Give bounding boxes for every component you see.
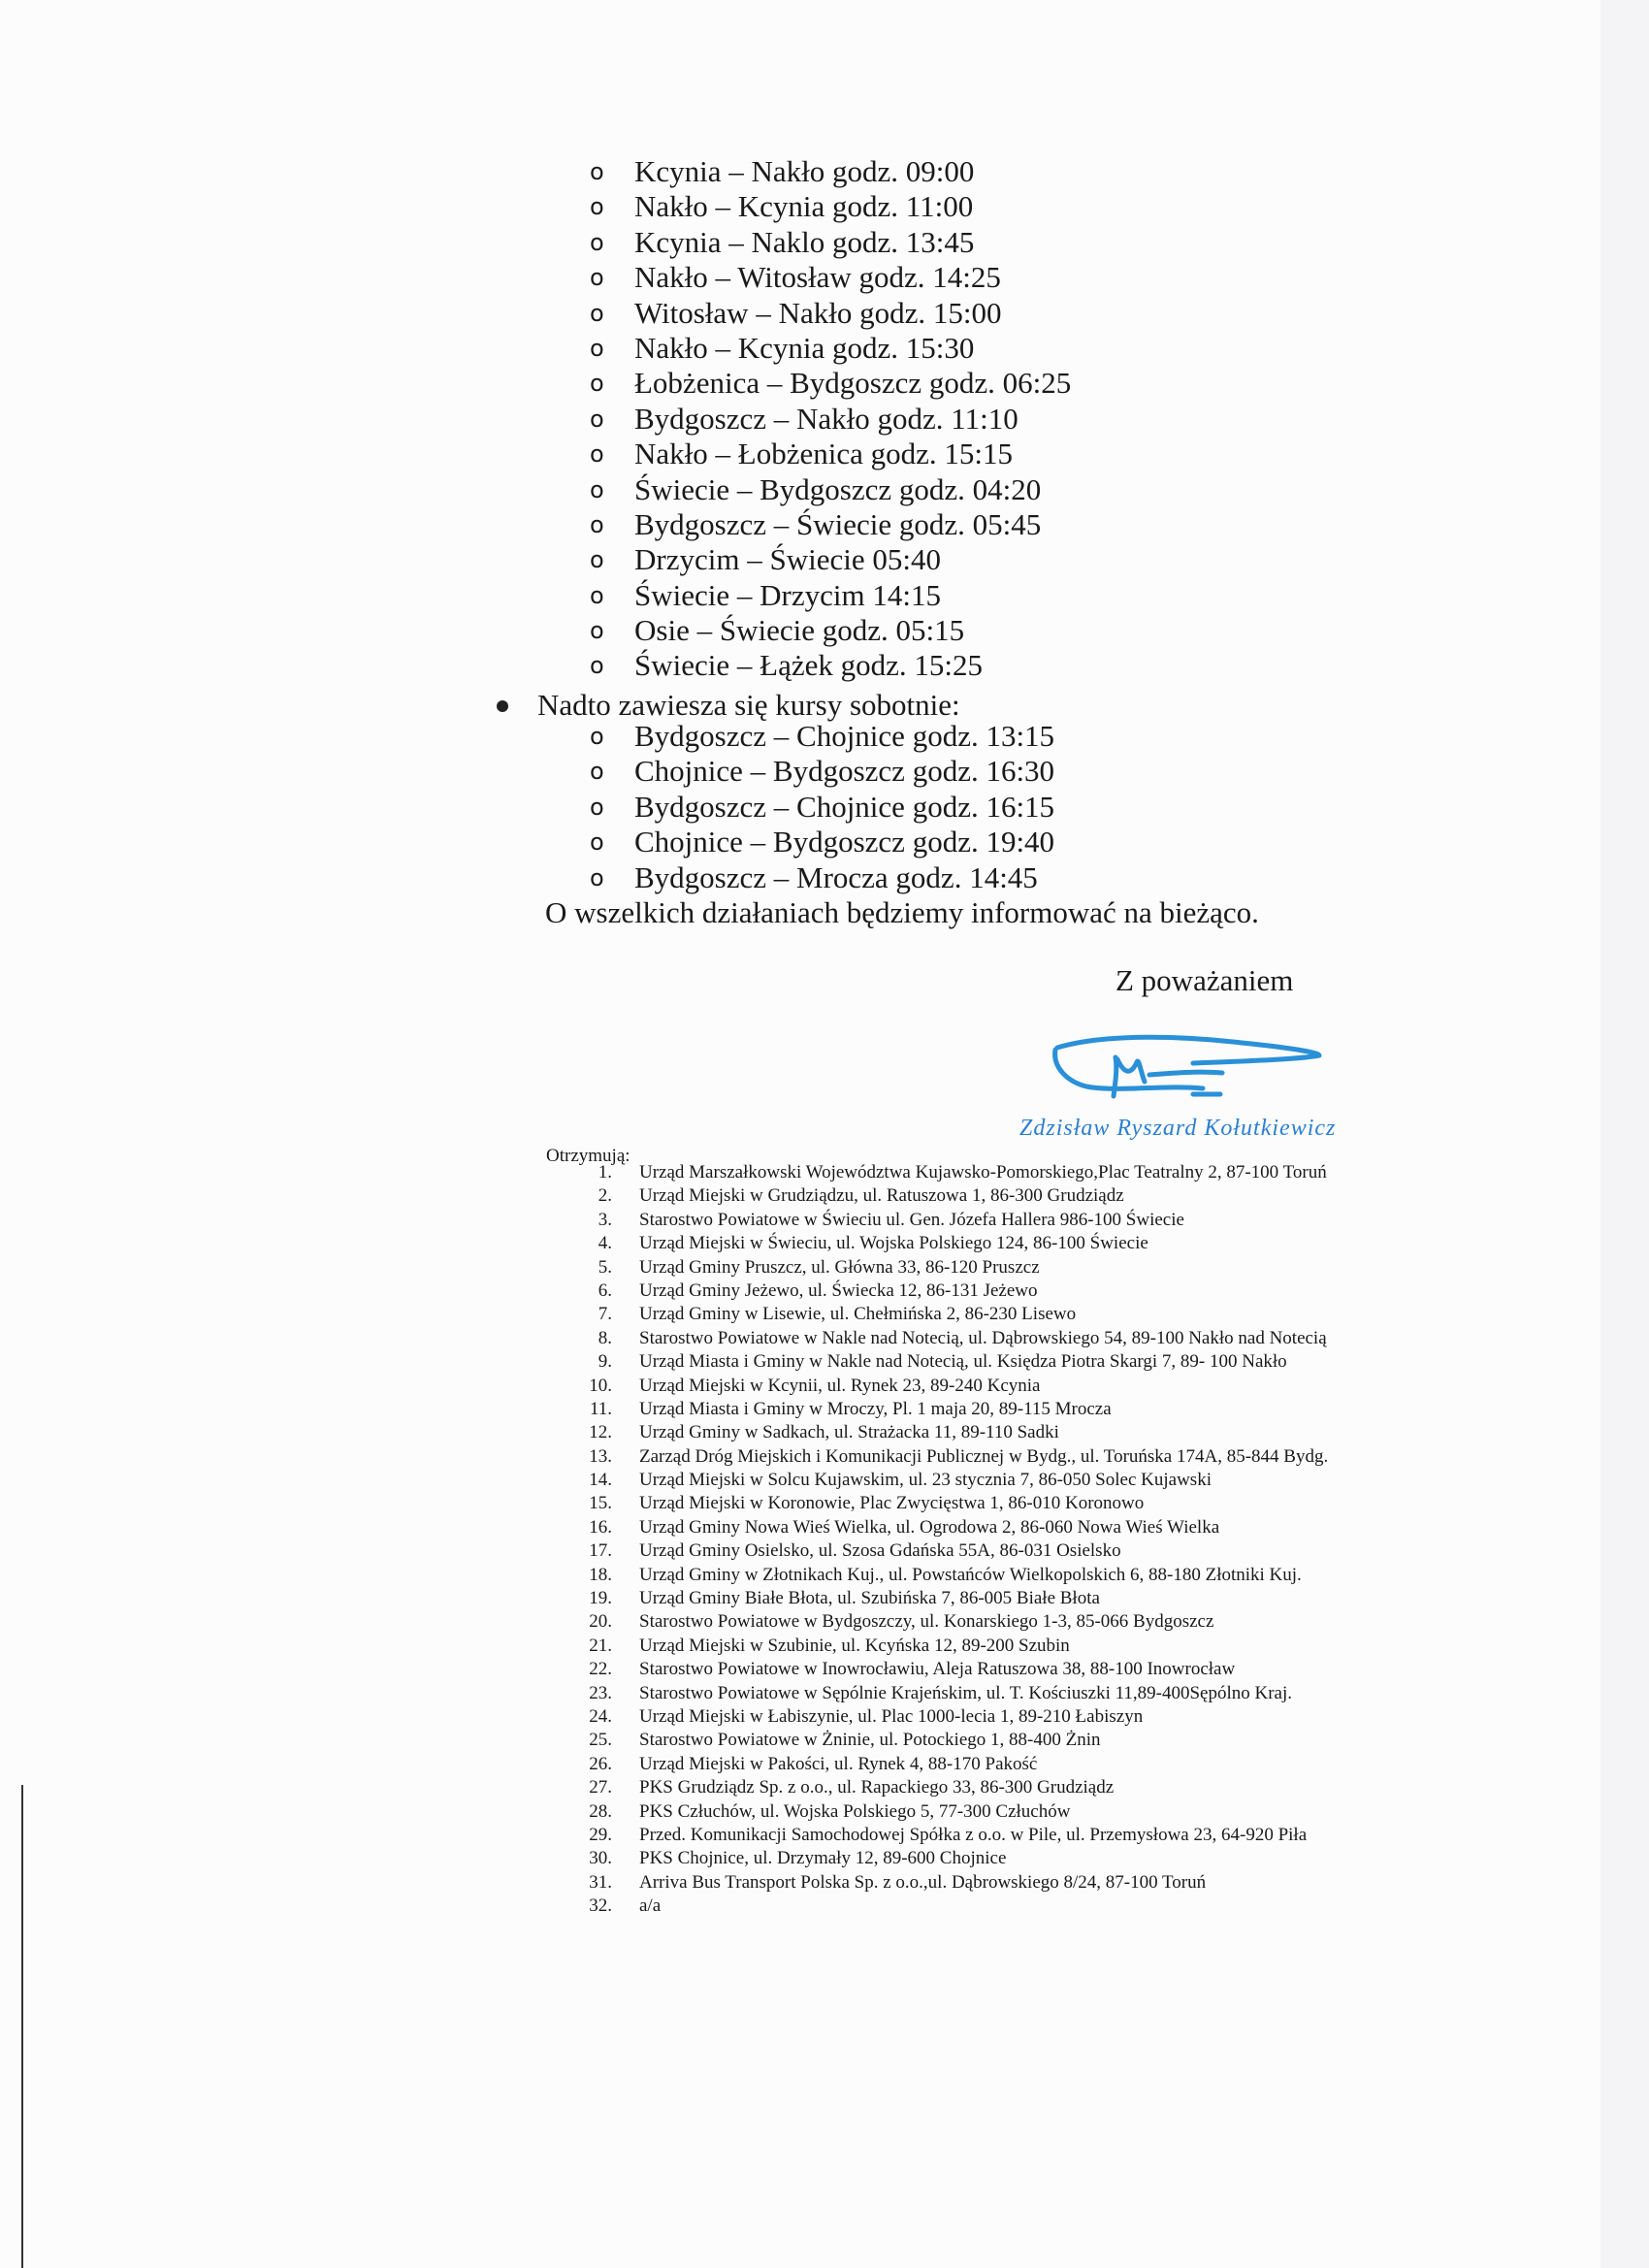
recipient-item <box>546 1303 1328 1326</box>
recipient-number: 31. <box>589 1871 612 1893</box>
scan-edge <box>1600 0 1649 2268</box>
list-item <box>586 648 1071 683</box>
route-text: Kcynia – Nakło godz. 09:00 <box>634 154 975 188</box>
recipient-text: Urząd Gminy w Lisewie, ul. Chełmińska 2, 86-230 Lisewo <box>639 1304 1077 1325</box>
route-text: Świecie – Bydgoszcz godz. 04:20 <box>634 471 1042 506</box>
list-item <box>586 578 1071 613</box>
list-item <box>586 860 1054 895</box>
list-item <box>586 154 1071 189</box>
recipient-text: PKS Chojnice, ul. Drzymały 12, 89-600 Chojnice <box>639 1848 1007 1869</box>
circle-bullet-icon: o <box>590 546 604 574</box>
recipient-number: 5. <box>598 1256 612 1278</box>
recipient-number: 4. <box>598 1233 612 1254</box>
list-item <box>586 790 1054 825</box>
recipient-item <box>546 1895 1328 1918</box>
recipient-number: 20. <box>589 1611 612 1633</box>
circle-bullet-icon: o <box>590 793 604 821</box>
route-text: Świecie – Drzycim 14:15 <box>634 577 941 612</box>
recipient-number: 6. <box>598 1280 612 1301</box>
list-item <box>586 189 1071 224</box>
recipient-item <box>546 1256 1328 1280</box>
recipient-text: PKS Człuchów, ul. Wojska Polskiego 5, 77-300 Człuchów <box>639 1800 1071 1822</box>
recipient-text: Starostwo Powiatowe w Bydgoszczy, ul. Konarskiego 1-3, 85-066 Bydgoszcz <box>639 1611 1214 1633</box>
route-list-saturday <box>586 719 1054 895</box>
recipient-number: 9. <box>598 1351 612 1373</box>
recipient-number: 10. <box>589 1375 612 1396</box>
list-item <box>586 366 1071 401</box>
recipient-number: 15. <box>589 1493 612 1514</box>
recipient-number: 21. <box>589 1635 612 1656</box>
recipient-item <box>546 1209 1328 1232</box>
recipient-number: 27. <box>589 1777 612 1798</box>
circle-bullet-icon: o <box>590 405 604 433</box>
recipient-text: Urząd Miejski w Świeciu, ul. Wojska Polskiego 124, 86-100 Świecie <box>639 1233 1148 1254</box>
recipient-number: 26. <box>589 1753 612 1774</box>
recipient-item <box>546 1232 1328 1255</box>
route-text: Świecie – Łążek godz. 15:25 <box>634 648 983 683</box>
circle-bullet-icon: o <box>590 370 604 398</box>
recipient-item <box>546 1327 1328 1350</box>
recipients-label: Otrzymują: <box>546 1146 630 1166</box>
recipient-item <box>546 1871 1328 1895</box>
recipient-number: 2. <box>598 1185 612 1207</box>
list-item <box>586 260 1071 295</box>
recipient-number: 29. <box>589 1824 612 1845</box>
recipient-text: Starostwo Powiatowe w Inowrocławiu, Aleja Ratuszowa 38, 88-100 Inowrocław <box>639 1659 1236 1680</box>
recipient-number: 28. <box>589 1800 612 1822</box>
list-item <box>586 754 1054 789</box>
recipient-item <box>546 1421 1328 1444</box>
list-item <box>586 402 1071 437</box>
recipient-number: 14. <box>589 1470 612 1491</box>
recipient-text: Urząd Miejski w Szubinie, ul. Kcyńska 12, 89-200 Szubin <box>639 1635 1070 1656</box>
circle-bullet-icon: o <box>590 193 604 221</box>
recipient-text: Urząd Gminy w Złotnikach Kuj., ul. Powstańców Wielkopolskich 6, 88-180 Złotniki Kuj. <box>639 1564 1302 1585</box>
recipient-item <box>546 1610 1328 1634</box>
recipient-item <box>546 1375 1328 1398</box>
list-item <box>586 472 1071 507</box>
recipient-item <box>546 1539 1328 1563</box>
recipient-text: Urząd Gminy Jeżewo, ul. Świecka 12, 86-131 Jeżewo <box>639 1280 1038 1301</box>
recipient-number: 1. <box>598 1162 612 1183</box>
circle-bullet-icon: o <box>590 475 604 503</box>
recipient-item <box>546 1445 1328 1469</box>
recipient-text: Urząd Gminy Pruszcz, ul. Główna 33, 86-120 Pruszcz <box>639 1256 1040 1278</box>
recipients-list <box>546 1161 1328 1919</box>
recipient-text: Zarząd Dróg Miejskich i Komunikacji Publicznej w Bydg., ul. Toruńska 174A, 85-844 Bydg. <box>639 1445 1329 1467</box>
recipient-item <box>546 1492 1328 1515</box>
recipient-number: 3. <box>598 1209 612 1230</box>
route-text: Bydgoszcz – Nakło godz. 11:10 <box>634 401 1018 436</box>
route-text: Nakło – Łobżenica godz. 15:15 <box>634 437 1013 471</box>
route-text: Bydgoszcz – Chojnice godz. 16:15 <box>634 789 1055 824</box>
recipient-number: 25. <box>589 1730 612 1751</box>
recipient-number: 17. <box>589 1540 612 1562</box>
bullet-icon <box>497 700 508 712</box>
regards: Z poważaniem <box>1116 963 1294 997</box>
route-text: Bydgoszcz – Mrocza godz. 14:45 <box>634 859 1038 894</box>
circle-bullet-icon: o <box>590 228 604 256</box>
route-text: Kcynia – Naklo godz. 13:45 <box>634 224 975 259</box>
recipient-text: Urząd Marszałkowski Województwa Kujawsko-Pomorskiego,Plac Teatralny 2, 87-100 Toruń <box>639 1162 1327 1183</box>
route-text: Drzycim – Świecie 05:40 <box>634 542 941 577</box>
closing-sentence: O wszelkich działaniach będziemy informować na bieżąco. <box>545 895 1259 929</box>
route-text: Bydgoszcz – Chojnice godz. 13:15 <box>634 719 1055 753</box>
circle-bullet-icon: o <box>590 863 604 891</box>
recipient-number: 32. <box>589 1895 612 1917</box>
recipient-item <box>546 1635 1328 1658</box>
recipient-text: Urząd Miejski w Kcynii, ul. Rynek 23, 89-240 Kcynia <box>639 1375 1041 1396</box>
recipient-item <box>546 1398 1328 1421</box>
route-text: Nakło – Witosław godz. 14:25 <box>634 260 1001 295</box>
route-text: Nakło – Kcynia godz. 11:00 <box>634 189 974 224</box>
circle-bullet-icon: o <box>590 158 604 185</box>
recipient-text: Urząd Miejski w Pakości, ul. Rynek 4, 88-170 Pakość <box>639 1753 1038 1774</box>
recipient-text: Urząd Miejski w Łabiszynie, ul. Plac 1000-lecia 1, 89-210 Łabiszyn <box>639 1705 1144 1727</box>
recipient-text: a/a <box>639 1895 662 1917</box>
recipient-item <box>546 1847 1328 1870</box>
recipient-text: Urząd Miejski w Solcu Kujawskim, ul. 23 stycznia 7, 86-050 Solec Kujawski <box>639 1470 1212 1491</box>
recipient-text: Urząd Miasta i Gminy w Mroczy, Pl. 1 maja 20, 89-115 Mrocza <box>639 1398 1112 1419</box>
route-text: Nakło – Kcynia godz. 15:30 <box>634 330 975 365</box>
recipient-text: Urząd Gminy w Sadkach, ul. Strażacka 11, 89-110 Sadki <box>639 1422 1059 1443</box>
list-item <box>586 437 1071 471</box>
recipient-number: 7. <box>598 1304 612 1325</box>
recipient-item <box>546 1776 1328 1799</box>
recipient-number: 22. <box>589 1659 612 1680</box>
route-text: Chojnice – Bydgoszcz godz. 16:30 <box>634 754 1055 789</box>
recipient-text: Urząd Gminy Osielsko, ul. Szosa Gdańska 55A, 86-031 Osielsko <box>639 1540 1121 1562</box>
recipient-text: Urząd Miejski w Koronowie, Plac Zwycięstwa 1, 86-010 Koronowo <box>639 1493 1145 1514</box>
route-text: Bydgoszcz – Świecie godz. 05:45 <box>634 506 1042 541</box>
recipient-number: 30. <box>589 1848 612 1869</box>
route-text: Osie – Świecie godz. 05:15 <box>634 613 965 648</box>
circle-bullet-icon: o <box>590 264 604 292</box>
circle-bullet-icon: o <box>590 334 604 362</box>
list-item <box>586 225 1071 260</box>
recipient-text: Arriva Bus Transport Polska Sp. z o.o.,ul. Dąbrowskiego 8/24, 87-100 Toruń <box>639 1871 1207 1893</box>
recipient-item <box>546 1682 1328 1705</box>
circle-bullet-icon: o <box>590 440 604 469</box>
recipient-text: Urząd Miejski w Grudziądzu, ul. Ratuszowa 1, 86-300 Grudziądz <box>639 1185 1124 1207</box>
list-item <box>586 296 1071 331</box>
recipient-number: 19. <box>589 1588 612 1609</box>
list-item <box>586 331 1071 366</box>
circle-bullet-icon: o <box>590 299 604 327</box>
route-text: Witosław – Nakło godz. 15:00 <box>634 295 1002 330</box>
signatory-name: Zdzisław Ryszard Kołutkiewicz <box>1019 1116 1337 1141</box>
circle-bullet-icon: o <box>590 723 604 750</box>
circle-bullet-icon: o <box>590 510 604 538</box>
recipient-text: Przed. Komunikacji Samochodowej Spółka z o.o. w Pile, ul. Przemysłowa 23, 64-920 Piła <box>639 1824 1308 1845</box>
circle-bullet-icon: o <box>590 758 604 786</box>
recipient-item <box>546 1824 1328 1847</box>
route-text: Chojnice – Bydgoszcz godz. 19:40 <box>634 825 1055 859</box>
recipient-item <box>546 1350 1328 1374</box>
circle-bullet-icon: o <box>590 617 604 645</box>
recipient-number: 11. <box>589 1398 612 1419</box>
list-item <box>586 825 1054 859</box>
list-item <box>586 507 1071 542</box>
recipient-number: 18. <box>589 1564 612 1585</box>
circle-bullet-icon: o <box>590 581 604 609</box>
recipient-number: 23. <box>589 1682 612 1703</box>
route-text: Łobżenica – Bydgoszcz godz. 06:25 <box>634 366 1072 401</box>
recipient-number: 16. <box>589 1516 612 1538</box>
saturday-heading: Nadto zawiesza się kursy sobotnie: <box>497 688 960 723</box>
recipient-text: Starostwo Powiatowe w Nakle nad Notecią, ul. Dąbrowskiego 54, 89-100 Nakło nad Notecią <box>639 1327 1327 1348</box>
recipient-text: Urząd Miasta i Gminy w Nakle nad Notecią, ul. Księdza Piotra Skargi 7, 89- 100 Nakło <box>639 1351 1287 1373</box>
recipient-item <box>546 1587 1328 1610</box>
recipient-item <box>546 1564 1328 1587</box>
recipient-number: 13. <box>589 1445 612 1467</box>
scan-margin-line <box>21 1785 23 2268</box>
recipient-text: Starostwo Powiatowe w Żninie, ul. Potockiego 1, 88-400 Żnin <box>639 1730 1101 1751</box>
recipient-item <box>546 1658 1328 1681</box>
recipient-item <box>546 1161 1328 1184</box>
recipient-text: PKS Grudziądz Sp. z o.o., ul. Rapackiego 33, 86-300 Grudziądz <box>639 1777 1115 1798</box>
recipient-item <box>546 1184 1328 1208</box>
recipient-number: 24. <box>589 1705 612 1727</box>
recipient-number: 12. <box>589 1422 612 1443</box>
recipient-item <box>546 1800 1328 1824</box>
circle-bullet-icon: o <box>590 828 604 857</box>
recipient-text: Starostwo Powiatowe w Sępólnie Krajeńskim, ul. T. Kościuszki 11,89-400Sępólno Kraj. <box>639 1682 1293 1703</box>
recipient-item <box>546 1280 1328 1303</box>
recipient-text: Urząd Gminy Nowa Wieś Wielka, ul. Ogrodowa 2, 86-060 Nowa Wieś Wielka <box>639 1516 1220 1538</box>
list-item <box>586 542 1071 577</box>
recipient-item <box>546 1729 1328 1752</box>
recipient-item <box>546 1705 1328 1729</box>
list-item <box>586 613 1071 648</box>
recipient-text: Starostwo Powiatowe w Świeciu ul. Gen. Józefa Hallera 986-100 Świecie <box>639 1209 1184 1230</box>
recipient-text: Urząd Gminy Białe Błota, ul. Szubińska 7, 86-005 Białe Błota <box>639 1588 1100 1609</box>
recipient-item <box>546 1753 1328 1776</box>
route-list-weekday <box>586 154 1071 684</box>
recipient-number: 8. <box>598 1327 612 1348</box>
list-item <box>586 719 1054 754</box>
recipient-item <box>546 1516 1328 1539</box>
recipient-item <box>546 1469 1328 1492</box>
circle-bullet-icon: o <box>590 652 604 680</box>
